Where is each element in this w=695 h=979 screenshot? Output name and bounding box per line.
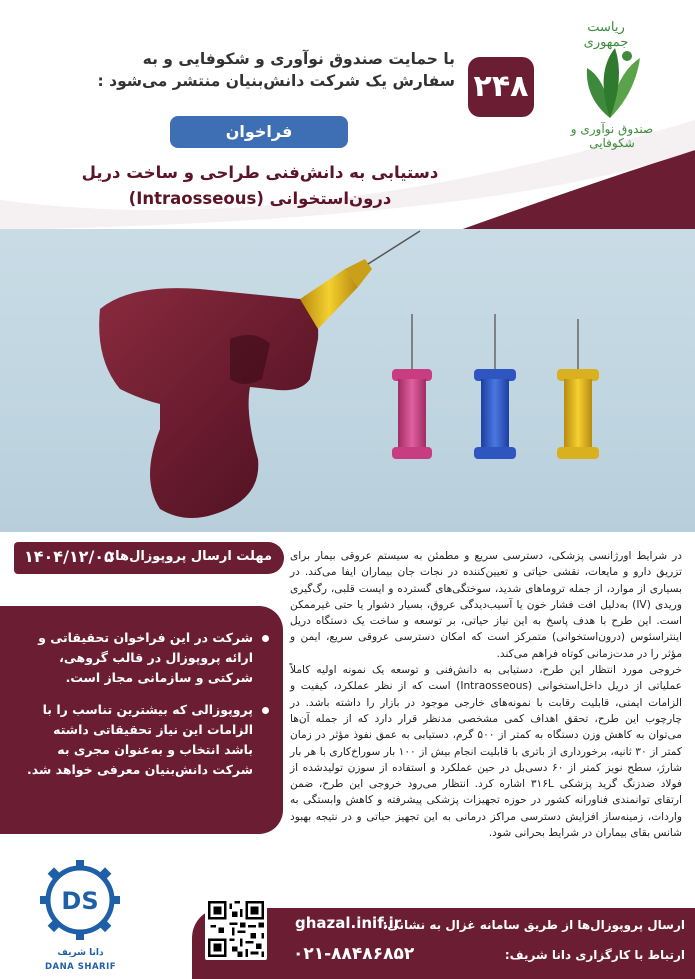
condition-item: پروپوزالی که بیشترین تناسب را با الزامات این نیاز تحقیقاتی داشته باشد انتخاب و به‌عنوان مجری به شرکت دانش‌بنیان معرفی خواهد شد.: [22, 700, 269, 780]
blue-needle-icon: [474, 314, 516, 459]
page-title: [60, 160, 460, 212]
description-paragraph-2: خروجی مورد انتظار این طرح، دستیابی به دانش‌فنی و توسعه یک نمونه اولیه کاملاً عملیاتی از دریل داخل‌استخوانی (Intraosseous) است که از نظر عملکرد، کیفیت و الزامات ایمنی، قابلیت رقابت با نمونه‌های خارجی موجود در بازار را داشته باشد. در چارچوب این طرح، تحقق اهداف کمی مشخصی مدنظر قرار دارد که از جمله آن‌ها می‌توان به کاهش وزن دستگاه به کمتر از ۵۰۰ گرم، دستیابی به عمق نفوذ مؤثر در زمان کمتر از ۳۰ ثانیه، برخورداری از باتری با قابلیت انجام بیش از ۱۰۰ بار سوراخ‌کاری با هر بار شارژ، سطح نویز کمتر از ۶۰ دسی‌بل در حین عملکرد و استفاده از سوزن تولیدشده از فولاد ضدزنگ گرید پزشکی ۳۱۶L اشاره کرد. انتظار می‌رود خروجی این طرح، ضمن ارتقای توانمندی فناورانه کشور در حوزه تجهیزات پزشکی پیشرفته و کاهش وابستگی به واردات، زمینه‌ساز افزایش دسترسی مراکز درمانی به این تجهیز حیاتی و در نتیجه بهبود شانس بقای بیماران در شرایط بحرانی شود.: [290, 664, 683, 840]
qr-code: [205, 898, 267, 960]
presidency-label: ریاست جمهوری: [583, 20, 629, 50]
product-photo: [0, 229, 695, 532]
intro-line-2: سفارش یک شرکت دانش‌بنیان منتشر می‌شود :: [97, 72, 455, 90]
intraosseous-drill-illustration: [0, 229, 695, 532]
qr-code-icon: [208, 901, 264, 957]
call-number-badge: ۲۴۸: [468, 57, 534, 117]
intro-text: [70, 48, 455, 92]
title-line-1: دستیابی به دانش‌فنی طراحی و ساخت دریل: [81, 163, 439, 182]
call-badge: فراخوان: [170, 116, 348, 148]
svg-text:DS: DS: [61, 887, 99, 915]
deadline-value: ۱۴۰۴/۱۲/۰۵: [24, 547, 114, 566]
description-paragraph-1: در شرایط اورژانسی پزشکی، دسترسی سریع و مطمئن به سیستم عروقی بیمار برای تزریق دارو و مایعات، نقشی حیاتی و تعیین‌کننده در نجات جان بیماران ایفا می‌کند. در بسیاری از موارد، از جمله تروماهای شدید، سوختگی‌های گسترده و ایست قلبی، رگ‌گیری وریدی (IV) به‌دلیل افت فشار خون یا آسیب‌دیدگی عروق، بسیار دشوار یا حتی غیرممکن است. این طرح با هدف پاسخ به این نیاز حیاتی، بر توسعه و ساخت یک دستگاه دریل اینتراسئوس (درون‌استخوانی) متمرکز است که امکان دسترسی عروقی سریع، ایمن و مؤثر را در مدت‌زمانی کوتاه فراهم می‌کند.: [290, 550, 682, 660]
deadline-label: مهلت ارسال پروپوزال‌ها:: [109, 549, 272, 564]
pink-needle-icon: [392, 314, 432, 459]
contact-phone[interactable]: ۰۲۱-۸۸۴۸۶۸۵۲: [293, 944, 415, 964]
contact-label: ارتباط با کارگزاری دانا شریف:: [504, 948, 685, 962]
conditions-box: [0, 606, 283, 834]
drill-icon: [99, 231, 420, 518]
fund-name-label: صندوق نوآوری و شکوفایی: [570, 122, 654, 150]
condition-item: شرکت در این فراخوان تحقیقاتی و ارائه پروپوزال در قالب گروهی، شرکتی و سازمانی مجاز است.: [22, 628, 269, 688]
submit-label: ارسال پروپوزال‌ها از طریق سامانه غزال به نشانی:: [382, 918, 685, 932]
dana-name-en: DANA SHARIF: [44, 962, 117, 972]
deadline-banner: [14, 542, 284, 574]
submit-site-link[interactable]: ghazal.inif.ir: [295, 914, 402, 932]
gold-needle-icon: [557, 319, 599, 459]
title-line-2: درون‌استخوانی (Intraosseous): [128, 189, 392, 208]
description-text: [290, 548, 682, 841]
intro-line-1: با حمایت صندوق نوآوری و شکوفایی و به: [142, 50, 455, 68]
dana-name-fa: دانا شریف: [57, 948, 104, 958]
